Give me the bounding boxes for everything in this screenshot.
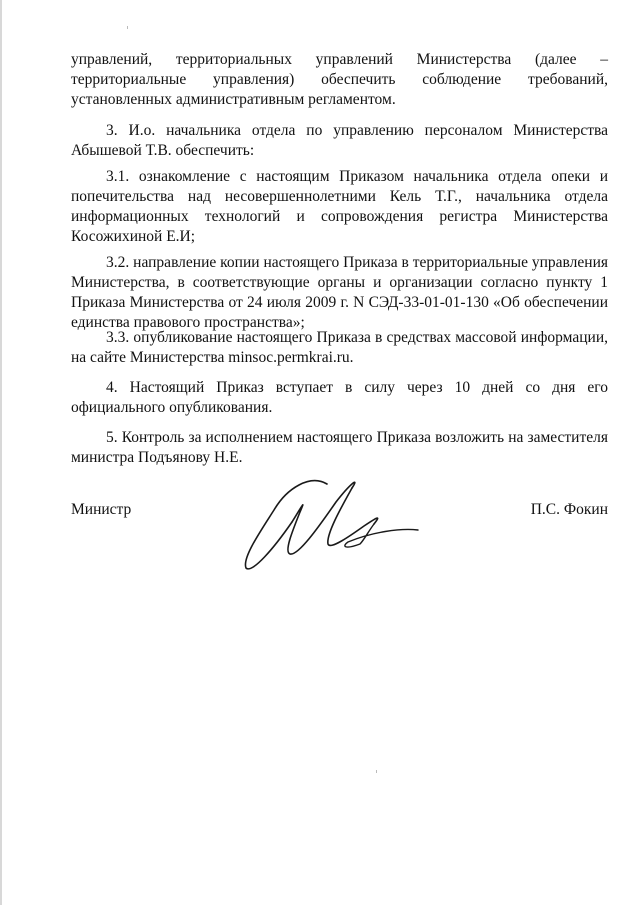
scan-edge-line [0,0,2,905]
text-line: установленных административным регламентом. [71,91,396,108]
signatory-title: Министр [71,501,132,518]
text-line: министра Подъянову Н.Е. [71,449,243,466]
text-line: единства правового пространства»; [71,314,305,331]
text-line: информационных технологий и сопровождения регистра Министерства [71,208,608,225]
handwritten-signature [232,470,422,575]
text-line: 5. Контроль за исполнением настоящего Приказа возложить на заместителя [106,429,608,446]
text-line: попечительства над несовершеннолетними Кель Т.Г., начальника отдела [71,188,608,205]
text-line: Приказа Министерства от 24 июля 2009 г. N СЭД-33-01-01-130 «Об обеспечении [71,294,608,311]
paragraph-item-4 [71,378,608,418]
scan-dot [376,770,377,773]
scan-dot [127,26,128,29]
paragraph-intro [71,50,608,110]
paragraph-item-3-3 [71,328,608,368]
text-line: Министерства, в соответствующие органы и организации согласно пункту 1 [71,274,608,291]
text-line: управлений, территориальных управлений Министерства (далее – [71,51,608,68]
paragraph-item-5 [71,428,608,468]
text-line: Абышевой Т.В. обеспечить: [71,142,255,159]
signatory-name: П.С. Фокин [530,501,608,518]
paragraph-item-3-1 [71,167,608,247]
text-line: Косожихиной Е.И; [71,228,196,245]
text-line: 4. Настоящий Приказ вступает в силу через 10 дней со дня его [106,379,608,396]
text-line: официального опубликования. [71,399,273,416]
text-line: 3.2. направление копии настоящего Приказа в территориальные управления [106,254,608,271]
text-line: территориальные управления) обеспечить соблюдение требований, [71,71,608,88]
text-line: 3.1. ознакомление с настоящим Приказом начальника отдела опеки и [106,168,608,185]
paragraph-item-3 [71,121,608,161]
paragraph-item-3-2 [71,253,608,333]
text-line: на сайте Министерства minsoc.permkrai.ru. [71,349,354,366]
text-line: 3.3. опубликование настоящего Приказа в средствах массовой информации, [106,329,608,346]
text-line: 3. И.о. начальника отдела по управлению персоналом Министерства [106,122,608,139]
